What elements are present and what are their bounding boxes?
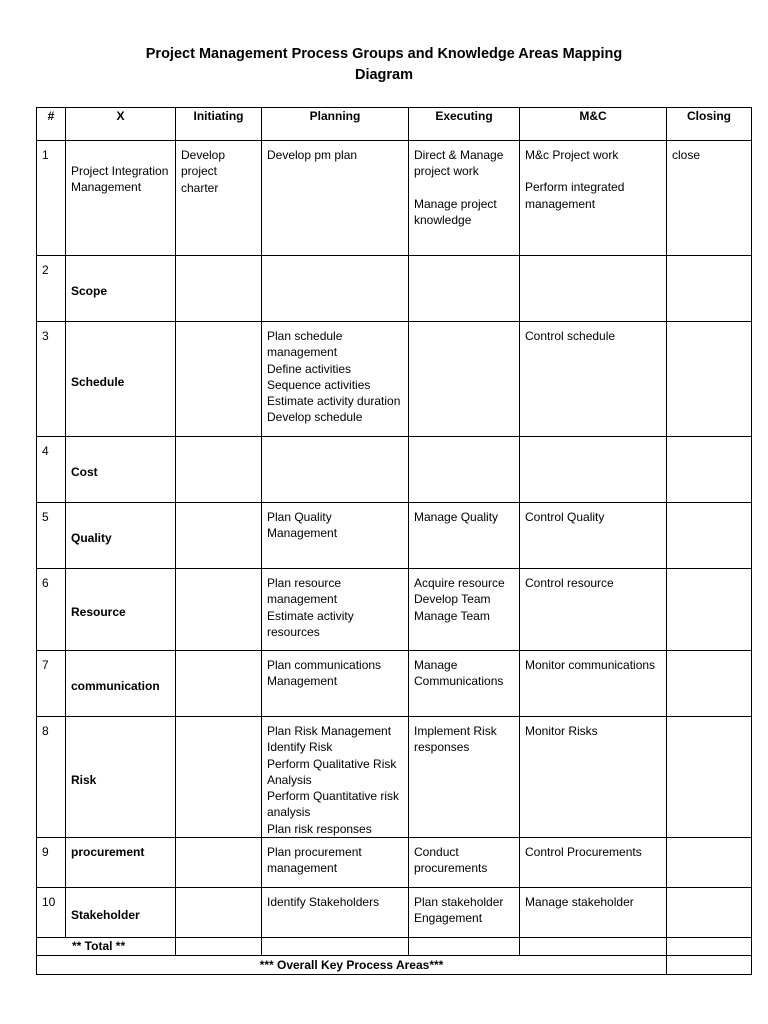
total-executing [409, 938, 520, 956]
knowledge-area-cell [66, 322, 176, 437]
cell-line: Plan communications Management [267, 658, 382, 689]
overall-label: *** Overall Key Process Areas*** [37, 956, 667, 975]
cell-line: Control Quality [525, 510, 605, 524]
cell-mc [520, 888, 667, 938]
line-gap [525, 163, 661, 179]
col-header-number: # [37, 108, 66, 141]
knowledge-area-cell [66, 569, 176, 651]
cell-closing [667, 503, 752, 569]
knowledge-area-name: Risk [71, 772, 97, 787]
knowledge-area-name: Stakeholder [71, 908, 140, 923]
cell-executing [409, 322, 520, 437]
cell-mc [520, 717, 667, 838]
col-header-monitoring-controlling: M&C [520, 108, 667, 141]
cell-initiating [176, 888, 262, 938]
page-title [80, 44, 688, 86]
cell-mc [520, 322, 667, 437]
cell-initiating [176, 569, 262, 651]
knowledge-area-name: Quality [71, 531, 112, 546]
knowledge-area-name: procurement [71, 845, 145, 860]
cell-planning [262, 141, 409, 256]
cell-line: close [672, 148, 701, 162]
cell-line: Implement Risk responses [414, 724, 497, 755]
cell-executing [409, 838, 520, 888]
col-header-executing: Executing [409, 108, 520, 141]
total-label-text: ** Total ** [72, 939, 126, 954]
cell-planning [262, 322, 409, 437]
knowledge-area-name: Schedule [71, 374, 125, 389]
cell-planning [262, 256, 409, 322]
table-row [37, 437, 752, 503]
row-number: 10 [37, 888, 66, 938]
table-row [37, 256, 752, 322]
cell-planning [262, 437, 409, 503]
col-header-closing: Closing [667, 108, 752, 141]
col-header-planning: Planning [262, 108, 409, 141]
row-number: 6 [37, 569, 66, 651]
cell-line: Identify Risk [267, 740, 333, 755]
cell-closing [667, 437, 752, 503]
cell-line: Manage Communications [414, 658, 504, 689]
cell-closing [667, 141, 752, 256]
cell-line: Develop project charter [181, 148, 226, 195]
row-number: 7 [37, 651, 66, 717]
table-row [37, 503, 752, 569]
row-number: 9 [37, 838, 66, 888]
row-number: 2 [37, 256, 66, 322]
cell-line: Direct & Manage project work [414, 148, 504, 179]
knowledge-area-name: communication [71, 679, 160, 694]
cell-line: Define activities [267, 361, 352, 376]
overall-closing [667, 956, 752, 975]
cell-closing [667, 322, 752, 437]
knowledge-area-cell [66, 437, 176, 503]
cell-line: Manage stakeholder [525, 895, 634, 910]
mapping-table [36, 107, 752, 975]
cell-closing [667, 569, 752, 651]
table-row [37, 141, 752, 256]
cell-line: Plan resource management [267, 576, 342, 607]
row-number: 4 [37, 437, 66, 503]
total-row [37, 938, 752, 956]
cell-line: Identify Stakeholders [267, 895, 380, 910]
cell-planning [262, 838, 409, 888]
cell-line: Manage Team [414, 608, 490, 623]
cell-line: Develop Team [414, 592, 491, 607]
cell-executing [409, 437, 520, 503]
row-number: 3 [37, 322, 66, 437]
cell-line: Conduct procurements [414, 845, 488, 876]
cell-line: Acquire resource [414, 576, 505, 590]
cell-initiating [176, 717, 262, 838]
cell-executing [409, 651, 520, 717]
cell-planning [262, 503, 409, 569]
cell-executing [409, 717, 520, 838]
cell-initiating [176, 838, 262, 888]
cell-initiating [176, 651, 262, 717]
cell-line: M&c Project work [525, 148, 619, 162]
cell-planning [262, 717, 409, 838]
cell-line: Perform integrated management [525, 180, 625, 211]
knowledge-area-name: Resource [71, 605, 126, 620]
table-row [37, 888, 752, 938]
cell-line: Monitor Risks [525, 724, 598, 738]
cell-initiating [176, 256, 262, 322]
cell-closing [667, 651, 752, 717]
cell-closing [667, 838, 752, 888]
row-number: 1 [37, 141, 66, 256]
line-gap [414, 180, 514, 196]
cell-line: Manage project knowledge [414, 196, 497, 227]
cell-line: Control schedule [525, 329, 616, 343]
total-initiating [176, 938, 262, 956]
table-row [37, 651, 752, 717]
cell-planning [262, 888, 409, 938]
cell-line: Perform Qualitative Risk Analysis [267, 756, 397, 787]
cell-planning [262, 651, 409, 717]
knowledge-area-cell [66, 888, 176, 938]
cell-mc [520, 651, 667, 717]
knowledge-area-cell [66, 256, 176, 322]
cell-line: Control resource [525, 576, 614, 590]
cell-line: Estimate activity duration [267, 394, 401, 409]
total-mc [520, 938, 667, 956]
cell-mc [520, 256, 667, 322]
col-header-initiating: Initiating [176, 108, 262, 141]
cell-mc [520, 503, 667, 569]
cell-mc [520, 838, 667, 888]
knowledge-area-name: Cost [71, 465, 98, 480]
cell-closing [667, 888, 752, 938]
knowledge-area-name: Project Integration Management [71, 164, 169, 195]
total-planning [262, 938, 409, 956]
cell-line: Control Procurements [525, 845, 642, 860]
cell-line: Develop pm plan [267, 148, 358, 162]
cell-closing [667, 256, 752, 322]
cell-line: Manage Quality [414, 510, 499, 524]
cell-initiating [176, 503, 262, 569]
total-label [37, 938, 176, 956]
cell-executing [409, 141, 520, 256]
knowledge-area-cell [66, 651, 176, 717]
cell-line: Sequence activities [267, 377, 371, 392]
col-header-knowledge-area: X [66, 108, 176, 141]
table-row [37, 569, 752, 651]
cell-initiating [176, 322, 262, 437]
title-line-2: Diagram [354, 67, 414, 83]
cell-executing [409, 503, 520, 569]
cell-mc [520, 569, 667, 651]
cell-executing [409, 888, 520, 938]
total-closing [667, 938, 752, 956]
cell-initiating [176, 437, 262, 503]
row-number: 5 [37, 503, 66, 569]
knowledge-area-cell [66, 717, 176, 838]
row-number: 8 [37, 717, 66, 838]
cell-line: Plan stakeholder Engagement [414, 895, 504, 926]
header-row [37, 108, 752, 141]
overall-row [37, 956, 752, 975]
title-line-1: Project Management Process Groups and Knowledge Areas Mapping [145, 46, 623, 62]
cell-mc [520, 141, 667, 256]
cell-line: Plan procurement management [267, 845, 362, 876]
table-row [37, 322, 752, 437]
cell-line: Plan schedule management [267, 329, 343, 360]
cell-line: Develop schedule [267, 410, 363, 425]
table-row [37, 717, 752, 838]
cell-line: Perform Quantitative risk analysis [267, 789, 400, 820]
cell-line: Plan Risk Management [267, 724, 392, 738]
cell-mc [520, 437, 667, 503]
cell-initiating [176, 141, 262, 256]
cell-executing [409, 256, 520, 322]
cell-line: Plan risk responses [267, 821, 372, 836]
knowledge-area-cell [66, 838, 176, 888]
cell-line: Estimate activity resources [267, 608, 354, 639]
table-row [37, 838, 752, 888]
cell-planning [262, 569, 409, 651]
cell-closing [667, 717, 752, 838]
cell-line: Monitor communications [525, 658, 656, 672]
knowledge-area-cell [66, 503, 176, 569]
cell-executing [409, 569, 520, 651]
cell-line: Plan Quality Management [267, 510, 338, 541]
knowledge-area-cell [66, 141, 176, 256]
knowledge-area-name: Scope [71, 284, 108, 299]
